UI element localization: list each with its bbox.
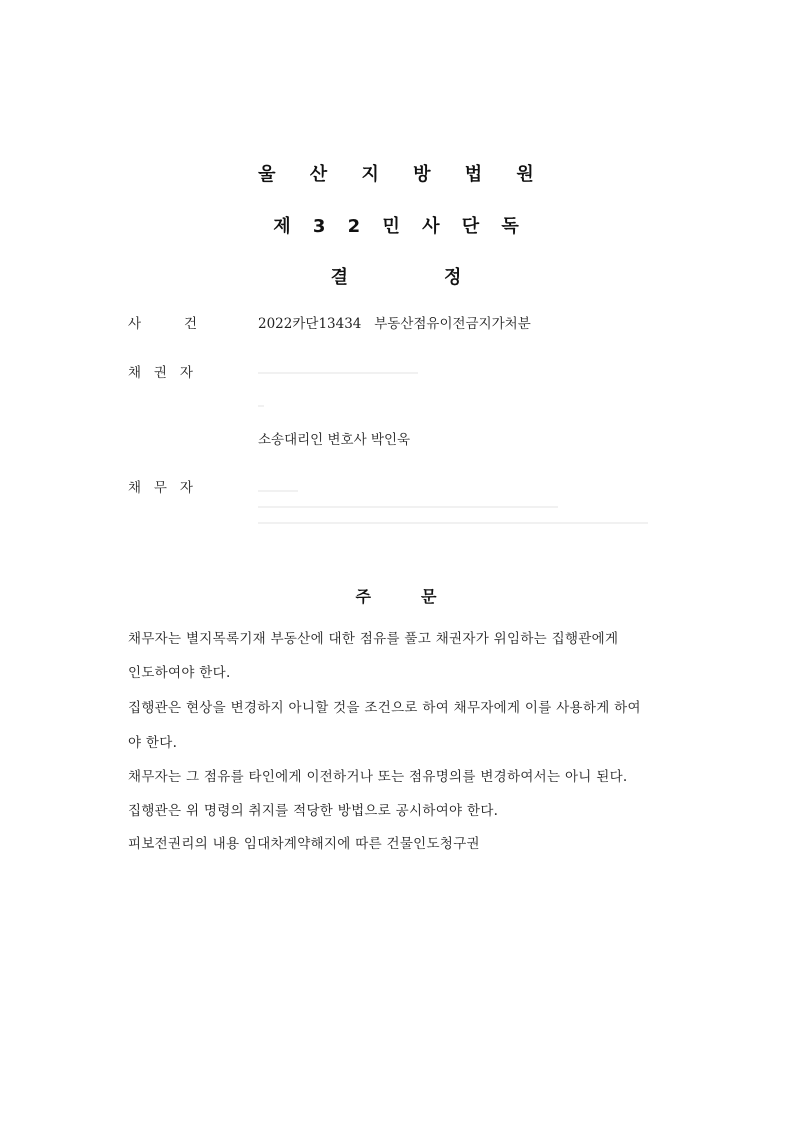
document-type-first-char: 결	[330, 267, 348, 288]
creditor-address-redacted	[258, 405, 264, 407]
order-line-3: 집행관은 현상을 변경하지 아니할 것을 조건으로 하여 채무자에게 이를 사용하게 하여	[128, 700, 641, 716]
court-name: 울 산 지 방 법 원	[258, 164, 548, 185]
creditor-label: 채 권 자	[128, 365, 193, 381]
debtor-label: 채 무 자	[128, 480, 193, 496]
order-title-second-char: 문	[421, 587, 437, 606]
order-line-7: 피보전권리의 내용 임대차계약해지에 따른 건물인도청구권	[128, 836, 480, 852]
case-title: 부동산점유이전금지가처분	[374, 316, 531, 332]
order-title	[0, 584, 792, 607]
order-line-6: 집행관은 위 명령의 취지를 적당한 방법으로 공시하여야 한다.	[128, 803, 499, 819]
order-title-first-char: 주	[355, 587, 371, 606]
order-line-5: 채무자는 그 점유를 타인에게 이전하거나 또는 점유명의를 변경하여서는 아니 된다.	[128, 769, 628, 785]
document-type	[0, 263, 792, 289]
order-line-2: 인도하여야 한다.	[128, 665, 231, 681]
debtor-address-redacted-2	[258, 522, 648, 524]
case-label: 사 건	[128, 316, 197, 332]
case-number: 2022카단13434	[258, 316, 362, 332]
creditor-attorney: 소송대리인 변호사 박인욱	[258, 432, 411, 448]
court-division: 제 3 2 민 사 단 독	[273, 216, 527, 237]
order-line-4: 야 한다.	[128, 735, 178, 751]
debtor-address-redacted-1	[258, 506, 558, 508]
document-type-second-char: 정	[444, 267, 462, 288]
creditor-name-redacted	[258, 372, 418, 374]
case-info	[258, 312, 531, 332]
debtor-name-redacted	[258, 490, 298, 492]
order-line-1: 채무자는 별지목록기재 부동산에 대한 점유를 풀고 채권자가 위임하는 집행관에게	[128, 631, 619, 647]
